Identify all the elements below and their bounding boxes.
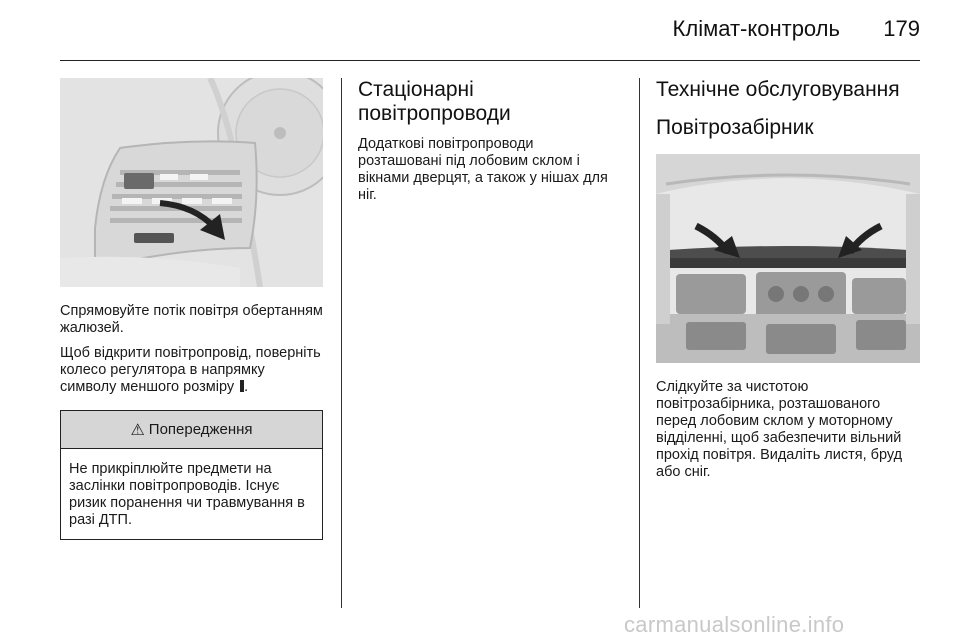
header-rule [60,60,920,61]
section-heading-maintenance: Технічне обслуговування [656,78,900,101]
column-divider-2 [639,78,640,608]
column-2 [358,78,608,204]
column-3 [656,78,920,481]
column-1 [60,78,323,540]
air-vent-illustration [60,78,323,287]
page-header [0,0,960,62]
page-number: 179 [883,16,920,41]
header-title: Клімат-контроль [672,16,840,41]
air-vent-figure [60,78,323,287]
engine-bay-figure [656,154,920,363]
vent-open-text [60,345,323,396]
air-intake-text: Слідкуйте за чистотою повітрозабірника, розташованого перед лобовим склом у моторному відділенні, щоб забезпечити вільний прохід повітря. Видаліть листя, бруд або сніг. [656,379,903,480]
column-divider-1 [341,78,342,608]
warning-box [60,410,323,540]
fixed-ducts-text: Додаткові повітропроводи розташовані під лобовим склом і вікнами дверцят, а також у нішах для ніг. [358,136,608,203]
subheading-air-intake: Повітрозабірник [656,116,814,139]
warning-triangle-icon: ⚠ [130,421,145,439]
vent-direction-text: Спрямовуйте потік повітря обертанням жалюзей. [60,303,323,336]
warning-text: Не прикріплюйте предмети на заслінки повітропроводів. Існує ризик поранення чи травмування в разі ДТП. [69,461,305,528]
watermark: carmanualsonline.info [624,612,845,637]
vent-open-text-end: . [244,379,249,395]
engine-bay-illustration [656,154,920,363]
warning-header [61,411,322,449]
section-heading-fixed-ducts: Стаціонарні повітропроводи [358,78,511,125]
vent-open-text-main: Щоб відкрити повітропровід, поверніть колесо регулятора в напрямку символу меншого розміру [60,345,321,395]
warning-title: Попередження [148,421,253,438]
